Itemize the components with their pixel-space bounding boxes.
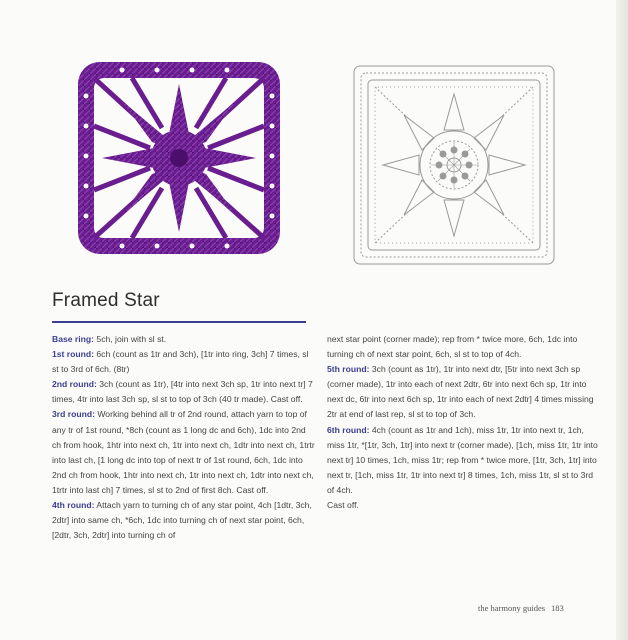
- instruction-round-4: [52, 498, 316, 543]
- round-text: next star point (corner made); rep from * twice more, 6ch, 1dc into turning ch of next star point, 6ch, sl st to top of 4ch.: [327, 334, 578, 360]
- round-label: 3rd round:: [52, 409, 95, 420]
- round-text: 4ch (count as 1tr and 1ch), miss 1tr, 1tr into next tr, 1ch, miss 1tr, *[1tr, 3ch, 1tr] into next tr (corner made), [1ch, miss 1tr, 1tr into next tr] 10 times, 1ch, miss 1tr; rep from * twice more, [1tr, 3ch, 1tr] into next tr, [1ch, miss 1tr, 1tr into next tr] 8 times, 1ch, miss 1tr, sl st to 3rd of 4ch.: [327, 424, 598, 495]
- title-underline: [52, 321, 306, 323]
- book-title: the harmony guides: [478, 603, 546, 613]
- round-text: Working behind all tr of 2nd round, attach yarn to top of any tr of 1st round, *8ch (count as 1 long dc and 6ch), 1dc into 2nd ch from hook, 1htr into next ch, 1tr into next ch, 1dtr into next ch, 1trtr into last ch, [1 long dc into top of next tr of 1st round, 6ch, 1dc into 2nd ch from hook, 1htr into next ch, 1tr into next ch, 1dtr into next ch, 1trtr into last ch] 7 times, sl st to 2nd of first 8ch. Cast off.: [52, 409, 315, 495]
- instruction-round-4-cont: [327, 332, 599, 362]
- page-footer: [478, 603, 564, 613]
- round-label: 2nd round:: [52, 379, 97, 390]
- round-label: 4th round:: [52, 500, 95, 511]
- instruction-round-6: [327, 423, 599, 498]
- crochet-chart-diagram: [350, 62, 558, 268]
- instructions-right-column: [327, 332, 599, 513]
- round-label: 5th round:: [327, 364, 370, 375]
- round-text: 3ch (count as 1tr), [4tr into next 3ch sp, 1tr into next tr] 7 times, 4tr into last 3ch sp, sl st to top of 3ch (40 tr made). Cast off.: [52, 379, 313, 405]
- instruction-round-5: [327, 362, 599, 422]
- round-text: 3ch (count as 1tr), 1tr into next dtr, [5tr into next 3ch sp (corner made), 1tr into each of next 2dtr, 6tr into next 6ch sp, 1tr into next dc, 6tr into next 6ch sp, 1tr into each of next 2dtr] 4 times missing 2tr at end of last rep, sl st to top of 3ch.: [327, 364, 594, 420]
- round-text: Attach yarn to turning ch of any star point, 4ch [1dtr, 3ch, 2dtr] into same ch, *6ch, 1dc into turning ch of next star point, 6ch, [2dtr, 3ch, 2dtr] into turning ch of: [52, 500, 312, 541]
- instruction-cast-off: [327, 498, 599, 513]
- round-text: 5ch, join with sl st.: [94, 334, 167, 344]
- instructions-left-column: [52, 332, 316, 543]
- instruction-round-2: [52, 377, 316, 407]
- round-label: 6th round:: [327, 424, 370, 435]
- instruction-round-1: [52, 347, 316, 377]
- crochet-square-photo: [72, 56, 286, 260]
- instruction-round-3: [52, 407, 316, 498]
- round-label: Base ring:: [52, 334, 95, 344]
- round-text: 6ch (count as 1tr and 3ch), [1tr into ring, 3ch] 7 times, sl st to 3rd of 6ch. (8tr): [52, 349, 309, 375]
- instruction-base-ring: [52, 332, 316, 347]
- pattern-title: Framed Star: [52, 290, 160, 311]
- round-text: Cast off.: [327, 500, 359, 511]
- page-edge: [616, 0, 628, 640]
- round-label: 1st round:: [52, 349, 95, 360]
- page-number: 183: [551, 603, 564, 613]
